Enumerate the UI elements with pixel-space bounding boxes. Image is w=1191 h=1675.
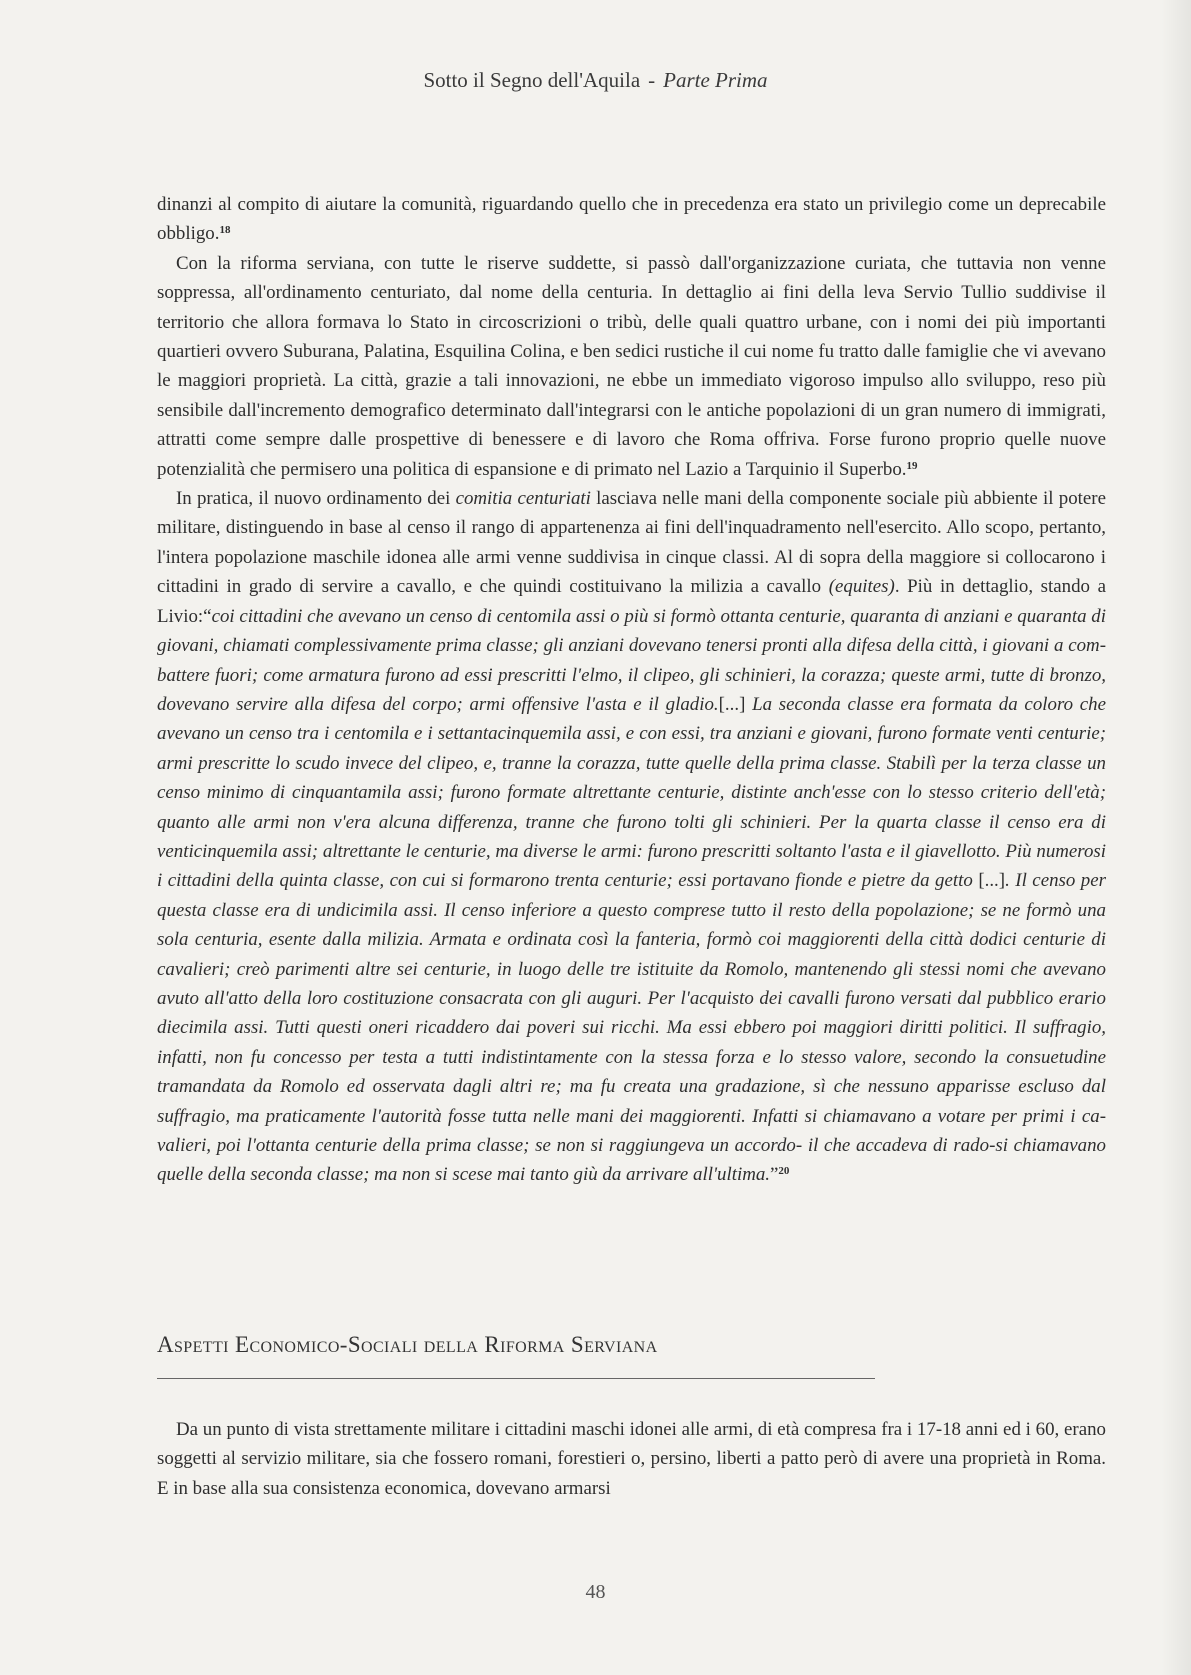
paragraph-3 [157, 484, 1106, 1190]
ellipsis: [...] [978, 870, 1006, 892]
section-body [157, 1415, 1106, 1503]
paragraph-2 [157, 249, 1106, 484]
paragraph-1 [157, 190, 1106, 249]
latin-term: (equites) [828, 576, 895, 598]
latin-term: comitia centuriati [455, 488, 591, 510]
ellipsis: [...] [718, 693, 746, 715]
header-separator: - [648, 68, 656, 92]
livy-quote: coi cittadini che avevano un censo di centomila assi o più si formò ottanta centurie, quaranta di anziani e quaranta di giovani, chiamati complessivamente prima classe; gli anziani dovevano tenersi pronti alla difesa della città, i giovani a combattere fuori; come armatura furono ad essi prescritti l'elmo, il clipeo, gli schinieri, la corazza; queste armi, tutte di bronzo, dovevano servire alla difesa del corpo; armi offensive l'asta e il gladio. [157, 605, 1106, 715]
footnote-ref: 18 [219, 224, 231, 237]
paragraph-text: Con la riforma serviana, con tutte le riserve suddette, si passò dall'organizzazione curiata, che tuttavia non venne soppressa, all'ordinamento centuriato, dal nome della centuria. In dettaglio ai fini della leva Servio Tullio suddivise il territorio che allora formava lo Stato in circoscrizioni o tribù, delle quali quattro urbane, con i nomi dei più importanti quartieri ovvero Suburana, Palatina, Esquilina Colina, e ben sedici rustiche il cui nome fu tratto dalle famiglie che vi avevano le maggiori proprietà. La città, grazie a tali innovazioni, ne ebbe un immediato vigoroso impulso allo sviluppo, reso più sensibile dall'incremento demografico determinato dall'integrarsi con le antiche popolazioni di un gran numero di immigrati, attratti come sempre dalle prospettive di benessere e di lavoro che Roma offriva. Forse furono proprio quelle nuove potenzialità che permisero una politica di espansione e di primato nel Lazio a Tarquinio il Superbo. [157, 252, 1106, 480]
section-title: Aspetti Economico-Sociali della Riforma Serviana [157, 1332, 1106, 1358]
page-number: 48 [585, 1581, 606, 1603]
footnote-ref: 19 [906, 459, 918, 472]
section-paragraph: Da un punto di vista strettamente militare i cittadini maschi idonei alle armi, di età compresa fra i 17-18 anni ed i 60, erano soggetti al servizio militare, sia che fossero romani, forestieri o, persino, liberti a patto però di avere una proprietà in Roma. E in base alla sua consistenza economica, dovevano armarsi [157, 1419, 1106, 1499]
book-title: Sotto il Segno dell'Aquila [423, 68, 641, 92]
paragraph-text: lasciava nelle mani della componente sociale più abbiente il potere militare, distinguendo in base al censo il rango di appartenenza ai fini dell'inquadramento nell'esercito. Allo scopo, pertanto, l'intera popolazione maschile idonea alle armi venne suddivisa in cinque classi. Al di sopra della maggiore si collocarono i cittadini in grado di servire a cavallo, e che quindi costituivano la milizia a cavallo [157, 488, 1106, 598]
running-head [0, 68, 1191, 93]
body-text [157, 190, 1106, 1190]
paragraph-text: . Più in dettaglio, stando a Livio:“ [157, 576, 1106, 627]
footnote-ref: 20 [778, 1165, 790, 1178]
closing-quote: ” [770, 1164, 779, 1186]
paragraph-text: dinanzi al compito di aiutare la comunità, riguardando quello che in precedenza era stato un privilegio come un deprecabile obbligo. [157, 194, 1106, 245]
page-fold-shadow [1161, 0, 1191, 1675]
livy-quote: . Il censo per questa classe era di undicimila assi. Il censo inferiore a questo comprese tutto il resto della popolazione; se ne formò una sola centuria, esente dalla milizia. Armata e ordinata così la fanteria, formò coi maggiorenti della città dodici centurie di cavalieri; creò parimenti altre sei centurie, in luogo delle tre istituite da Romolo, mantenendo gli stessi nomi che avevano avuto all'atto della loro costituzione consacrata con gli auguri. Per l'acquisto dei cavalli furono versati dal pubblico erario diecimila assi. Tutti questi oneri ricaddero dai poveri sui ricchi. Ma essi ebbero poi maggiori diritti politici. Il suffragio, infatti, non fu concesso per testa a tutti indistintamente con la stessa forza e lo stesso valore, secondo la consuetudine tramandata da Romolo ed osservata dagli altri re; ma fu creata una gradazione, sì che nessuno apparisse escluso dal suffragio, ma praticamente l'autorità fosse tutta nelle mani dei maggiorenti. Infatti si chiamavano a votare per primi i cavalieri, poi l'ottanta centurie della prima classe; se non si raggiungeva un accordo- il che accadeva di rado-si chiamavano quelle della seconda classe; ma non si scese mai tanto giù da arrivare all'ultima. [157, 870, 1106, 1186]
livy-quote: La seconda classe era formata da coloro che avevano un censo tra i centomila e i settantacinquemila assi, e con essi, tra anziani e giovani, furono formate venti centurie; armi prescritte lo scudo invece del clipeo, e, tranne la corazza, tutte quelle della prima classe. Stabilì per la terza classe un censo minimo di cinquantamila assi; furono formate altrettante centurie, distinte anch'esse con lo stesso criterio dell'età; quanto alle armi non v'era alcuna differenza, tranne che furono tolti gli schinieri. Per la quarta classe il censo era di venticinquemila assi; altrettante le centurie, ma diverse le armi: furono prescritti soltanto l'asta e il giavellotto. Più numerosi i cittadini della quinta classe, con cui si formarono trenta centurie; essi portavano fionde e pietre da getto [157, 693, 1106, 892]
paragraph-text: In pratica, il nuovo ordinamento dei [176, 488, 456, 510]
part-title: Parte Prima [663, 68, 768, 92]
